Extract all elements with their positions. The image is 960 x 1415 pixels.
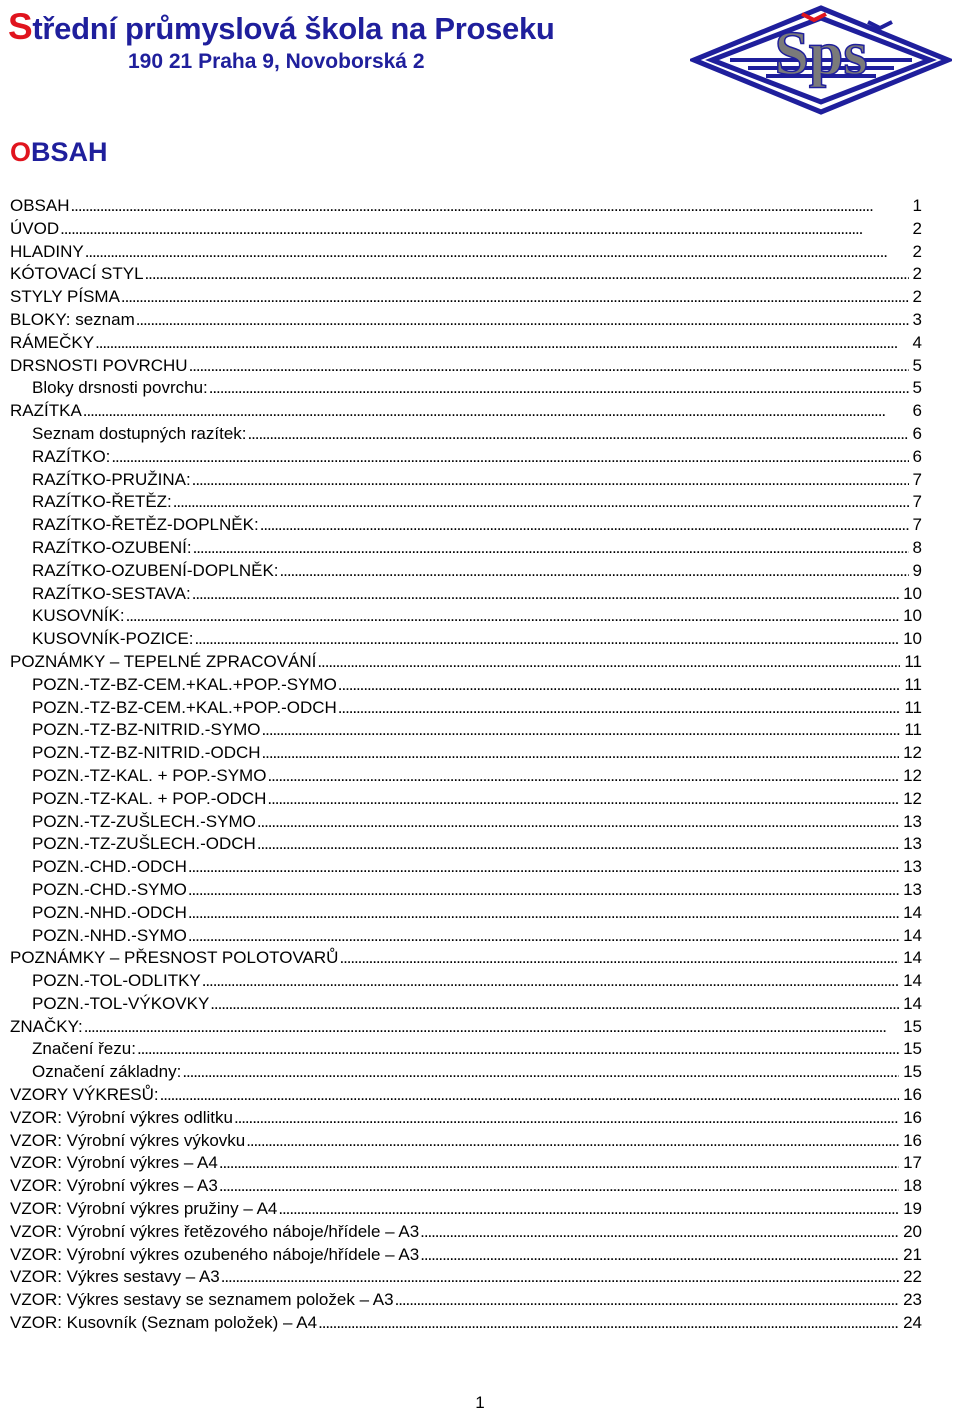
toc-entry[interactable] — [10, 491, 922, 514]
toc-entry-page: 15 — [903, 1016, 922, 1036]
toc-entry-label: DRSNOSTI POVRCHU — [10, 355, 188, 375]
toc-entry-page: 14 — [903, 925, 922, 945]
toc-entry[interactable] — [10, 833, 922, 856]
toc-dot-leader — [248, 423, 909, 446]
toc-dot-leader — [338, 697, 901, 720]
toc-entry-page: 13 — [903, 857, 922, 877]
toc-entry-page: 13 — [903, 834, 922, 854]
toc-dot-leader — [262, 719, 901, 742]
toc-dot-leader — [189, 355, 909, 378]
toc-entry-page: 13 — [903, 811, 922, 831]
toc-entry[interactable] — [10, 1175, 922, 1198]
toc-entry[interactable] — [10, 856, 922, 879]
toc-entry-label: Bloky drsnosti povrchu: — [32, 378, 208, 398]
toc-entry-label: ÚVOD — [10, 218, 60, 238]
toc-entry-page: 23 — [903, 1290, 922, 1310]
toc-entry-label: RAZÍTKO-ŘETĚZ-DOPLNĚK: — [32, 515, 259, 535]
toc-entry[interactable] — [10, 1107, 922, 1130]
toc-entry[interactable] — [10, 902, 922, 925]
toc-entry-page: 12 — [903, 743, 922, 763]
toc-entry-page: 13 — [903, 879, 922, 899]
page-title — [10, 137, 108, 168]
toc-entry-label: HLADINY — [10, 241, 84, 261]
toc-entry[interactable] — [10, 560, 922, 583]
toc-entry[interactable] — [10, 1244, 922, 1267]
toc-dot-leader — [126, 605, 899, 628]
toc-entry[interactable] — [10, 1084, 922, 1107]
toc-dot-leader — [121, 286, 909, 309]
toc-entry[interactable] — [10, 469, 922, 492]
toc-dot-leader — [246, 1130, 899, 1153]
toc-dot-leader — [188, 879, 899, 902]
toc-dot-leader — [111, 446, 908, 469]
logo-lettering: Sps — [774, 20, 868, 88]
toc-dot-leader — [209, 377, 909, 400]
toc-entry[interactable] — [10, 1198, 922, 1221]
toc-entry-page: 2 — [912, 241, 922, 261]
toc-entry-label: RAZÍTKO-ŘETĚZ: — [32, 492, 172, 512]
toc-entry-label: VZOR: Výrobní výkres – A3 — [10, 1176, 218, 1196]
toc-entry-label: Označení základny: — [32, 1062, 182, 1082]
toc-entry[interactable] — [10, 400, 922, 423]
toc-dot-leader — [219, 1175, 899, 1198]
toc-entry-page: 14 — [903, 902, 922, 922]
toc-dot-leader — [84, 1016, 899, 1039]
toc-entry-page: 11 — [904, 720, 922, 740]
school-name — [8, 6, 555, 48]
toc-entry-page: 22 — [903, 1267, 922, 1287]
toc-entry-label: POZN.-NHD.-SYMO — [32, 925, 187, 945]
toc-entry-page: 24 — [903, 1313, 922, 1333]
toc-entry-page: 11 — [904, 651, 922, 671]
toc-dot-leader — [420, 1244, 899, 1267]
toc-entry-page: 2 — [912, 264, 922, 284]
toc-entry-label: BLOKY: seznam — [10, 309, 135, 329]
toc-entry[interactable] — [10, 537, 922, 560]
toc-entry-page: 16 — [903, 1085, 922, 1105]
toc-entry[interactable] — [10, 947, 922, 970]
toc-dot-leader — [219, 1152, 899, 1175]
toc-entry-page: 14 — [903, 948, 922, 968]
toc-dot-leader — [257, 833, 899, 856]
toc-dot-leader — [95, 332, 908, 355]
toc-entry[interactable] — [10, 286, 922, 309]
toc-entry-label: POZN.-TZ-KAL. + POP.-SYMO — [32, 765, 267, 785]
toc-dot-leader — [192, 469, 909, 492]
toc-entry-label: RÁMEČKY — [10, 332, 95, 352]
toc-entry-page: 15 — [903, 1062, 922, 1082]
toc-entry-label: KUSOVNÍK: — [32, 606, 125, 626]
toc-entry-label: POZN.-TOL-VÝKOVKY — [32, 993, 210, 1013]
toc-entry-page: 7 — [912, 515, 922, 535]
toc-entry[interactable] — [10, 719, 922, 742]
toc-entry-page: 10 — [903, 606, 922, 626]
toc-entry-label: POZN.-CHD.-ODCH — [32, 857, 187, 877]
toc-entry-page: 4 — [912, 332, 922, 352]
toc-dot-leader — [136, 309, 909, 332]
toc-entry[interactable] — [10, 514, 922, 537]
table-of-contents — [10, 195, 922, 1335]
school-name-rest: třední průmyslová škola na Proseku — [32, 11, 555, 46]
toc-entry[interactable] — [10, 1152, 922, 1175]
toc-entry-label: RAZÍTKO: — [32, 446, 111, 466]
toc-entry-page: 8 — [912, 537, 922, 557]
toc-dot-leader — [317, 651, 900, 674]
toc-entry-page: 15 — [903, 1039, 922, 1059]
toc-entry[interactable] — [10, 263, 922, 286]
toc-entry[interactable] — [10, 970, 922, 993]
toc-entry[interactable] — [10, 1130, 922, 1153]
toc-entry-label: Značení řezu: — [32, 1039, 136, 1059]
toc-entry-page: 14 — [903, 971, 922, 991]
toc-entry-label: KÓTOVACÍ STYL — [10, 264, 144, 284]
toc-entry-page: 2 — [912, 287, 922, 307]
toc-entry-label: POZN.-TZ-ZUŠLECH.-SYMO — [32, 811, 256, 831]
toc-entry[interactable] — [10, 1289, 922, 1312]
toc-entry-label: POZN.-TZ-BZ-CEM.+KAL.+POP.-ODCH — [32, 697, 337, 717]
toc-entry-page: 6 — [912, 401, 922, 421]
toc-entry-page: 6 — [912, 446, 922, 466]
toc-entry[interactable] — [10, 332, 922, 355]
toc-dot-leader — [192, 583, 899, 606]
toc-entry-page: 17 — [903, 1153, 922, 1173]
toc-entry-label: POZN.-TZ-KAL. + POP.-ODCH — [32, 788, 267, 808]
toc-entry[interactable] — [10, 309, 922, 332]
toc-entry-label: ZNAČKY: — [10, 1016, 83, 1036]
toc-entry-label: VZOR: Kusovník (Seznam položek) – A4 — [10, 1313, 318, 1333]
toc-entry-label: POZN.-TZ-BZ-NITRID.-SYMO — [32, 720, 261, 740]
toc-entry-label: STYLY PÍSMA — [10, 287, 120, 307]
toc-dot-leader — [395, 1289, 899, 1312]
toc-dot-leader — [267, 765, 899, 788]
toc-entry[interactable] — [10, 1016, 922, 1039]
toc-dot-leader — [267, 788, 899, 811]
toc-entry-page: 6 — [912, 423, 922, 443]
toc-entry[interactable] — [10, 241, 922, 264]
toc-entry-label: KUSOVNÍK-POZICE: — [32, 629, 194, 649]
toc-entry-label: VZOR: Výrobní výkres pružiny – A4 — [10, 1199, 278, 1219]
toc-entry[interactable] — [10, 423, 922, 446]
toc-entry-page: 7 — [912, 469, 922, 489]
toc-entry-page: 3 — [912, 309, 922, 329]
toc-dot-leader — [137, 1038, 899, 1061]
toc-entry[interactable] — [10, 674, 922, 697]
toc-dot-leader — [85, 241, 909, 264]
toc-entry[interactable] — [10, 1038, 922, 1061]
toc-entry-label: POZNÁMKY – PŘESNOST POLOTOVARŮ — [10, 948, 339, 968]
toc-entry[interactable] — [10, 925, 922, 948]
page-header — [0, 0, 960, 120]
toc-dot-leader — [145, 263, 909, 286]
toc-entry-page: 5 — [912, 378, 922, 398]
toc-entry-label: RAZÍTKO-OZUBENÍ-DOPLNĚK: — [32, 560, 279, 580]
toc-dot-leader — [182, 1061, 899, 1084]
toc-dot-leader — [221, 1266, 899, 1289]
toc-dot-leader — [257, 811, 899, 834]
toc-entry-label: VZOR: Výrobní výkres – A4 — [10, 1153, 218, 1173]
toc-entry-label: POZN.-NHD.-ODCH — [32, 902, 187, 922]
toc-dot-leader — [202, 970, 899, 993]
toc-entry-label: Seznam dostupných razítek: — [32, 423, 247, 443]
toc-dot-leader — [193, 537, 909, 560]
toc-entry[interactable] — [10, 765, 922, 788]
toc-entry-label: POZN.-TZ-BZ-CEM.+KAL.+POP.-SYMO — [32, 674, 337, 694]
toc-dot-leader — [210, 993, 899, 1016]
toc-entry-label: VZOR: Výrobní výkres ozubeného náboje/hřídele – A3 — [10, 1244, 420, 1264]
toc-entry-label: POZN.-TZ-BZ-NITRID.-ODCH — [32, 743, 261, 763]
toc-entry[interactable] — [10, 218, 922, 241]
toc-entry-label: VZOR: Výrobní výkres řetězového náboje/hřídele – A3 — [10, 1221, 420, 1241]
toc-dot-leader — [188, 856, 899, 879]
toc-entry-page: 16 — [903, 1107, 922, 1127]
toc-entry-label: RAZÍTKA — [10, 401, 82, 421]
toc-entry-label: VZOR: Výrobní výkres odlitku — [10, 1107, 233, 1127]
toc-entry[interactable] — [10, 628, 922, 651]
toc-entry-page: 18 — [903, 1176, 922, 1196]
toc-dot-leader — [188, 925, 899, 948]
toc-entry-label: VZORY VÝKRESŮ: — [10, 1085, 159, 1105]
toc-dot-leader — [318, 1312, 899, 1335]
toc-entry-label: VZOR: Výkres sestavy – A3 — [10, 1267, 220, 1287]
toc-entry[interactable] — [10, 355, 922, 378]
toc-entry[interactable] — [10, 742, 922, 765]
toc-dot-leader — [280, 560, 909, 583]
toc-entry[interactable] — [10, 1266, 922, 1289]
toc-entry-page: 19 — [903, 1199, 922, 1219]
toc-entry[interactable] — [10, 993, 922, 1016]
toc-entry-page: 5 — [912, 355, 922, 375]
toc-entry[interactable] — [10, 651, 922, 674]
toc-entry-label: POZN.-TOL-ODLITKY — [32, 971, 201, 991]
toc-dot-leader — [83, 400, 909, 423]
toc-entry-label: POZN.-TZ-ZUŠLECH.-ODCH — [32, 834, 256, 854]
toc-entry-page: 11 — [904, 697, 922, 717]
toc-entry[interactable] — [10, 583, 922, 606]
toc-entry-label: RAZÍTKO-SESTAVA: — [32, 583, 191, 603]
toc-entry-page: 2 — [912, 218, 922, 238]
toc-entry[interactable] — [10, 1061, 922, 1084]
page-title-initial: O — [10, 137, 32, 167]
toc-entry-page: 7 — [912, 492, 922, 512]
toc-entry[interactable] — [10, 879, 922, 902]
page-number: 1 — [475, 1393, 485, 1412]
school-address: 190 21 Praha 9, Novoborská 2 — [128, 50, 425, 73]
toc-entry-page: 12 — [903, 788, 922, 808]
toc-entry[interactable] — [10, 377, 922, 400]
toc-entry[interactable] — [10, 1221, 922, 1244]
toc-entry-label: VZOR: Výkres sestavy se seznamem položek – A3 — [10, 1290, 394, 1310]
toc-entry-page: 9 — [912, 560, 922, 580]
toc-entry[interactable] — [10, 1312, 922, 1335]
toc-dot-leader — [71, 195, 909, 218]
toc-dot-leader — [160, 1084, 899, 1107]
toc-entry-page: 14 — [903, 993, 922, 1013]
toc-entry-label: RAZÍTKO-OZUBENÍ: — [32, 537, 192, 557]
school-name-initial: S — [8, 6, 33, 47]
toc-dot-leader — [339, 947, 899, 970]
toc-entry[interactable] — [10, 697, 922, 720]
toc-entry-label: POZNÁMKY – TEPELNÉ ZPRACOVÁNÍ — [10, 651, 317, 671]
toc-dot-leader — [420, 1221, 899, 1244]
toc-entry-page: 10 — [903, 629, 922, 649]
toc-entry-page: 16 — [903, 1130, 922, 1150]
page-title-rest: BSAH — [31, 137, 108, 167]
toc-dot-leader — [262, 742, 900, 765]
toc-entry-label: OBSAH — [10, 196, 70, 215]
toc-dot-leader — [195, 628, 900, 651]
toc-entry-page: 21 — [903, 1244, 922, 1264]
toc-dot-leader — [60, 218, 908, 241]
toc-entry-page: 1 — [912, 196, 922, 215]
toc-dot-leader — [260, 514, 909, 537]
toc-entry[interactable] — [10, 788, 922, 811]
toc-entry-page: 11 — [904, 674, 922, 694]
toc-entry-page: 12 — [903, 765, 922, 785]
toc-entry[interactable] — [10, 605, 922, 628]
toc-entry[interactable] — [10, 195, 922, 218]
toc-dot-leader — [173, 491, 909, 514]
toc-dot-leader — [188, 902, 899, 925]
toc-entry-page: 20 — [903, 1221, 922, 1241]
toc-entry[interactable] — [10, 446, 922, 469]
toc-entry-label: RAZÍTKO-PRUŽINA: — [32, 469, 191, 489]
toc-entry[interactable] — [10, 811, 922, 834]
school-logo — [690, 4, 952, 116]
toc-entry-label: POZN.-CHD.-SYMO — [32, 879, 187, 899]
toc-dot-leader — [234, 1107, 899, 1130]
toc-entry-page: 10 — [903, 583, 922, 603]
toc-dot-leader — [338, 674, 901, 697]
toc-entry-label: VZOR: Výrobní výkres výkovku — [10, 1130, 246, 1150]
toc-dot-leader — [278, 1198, 899, 1221]
